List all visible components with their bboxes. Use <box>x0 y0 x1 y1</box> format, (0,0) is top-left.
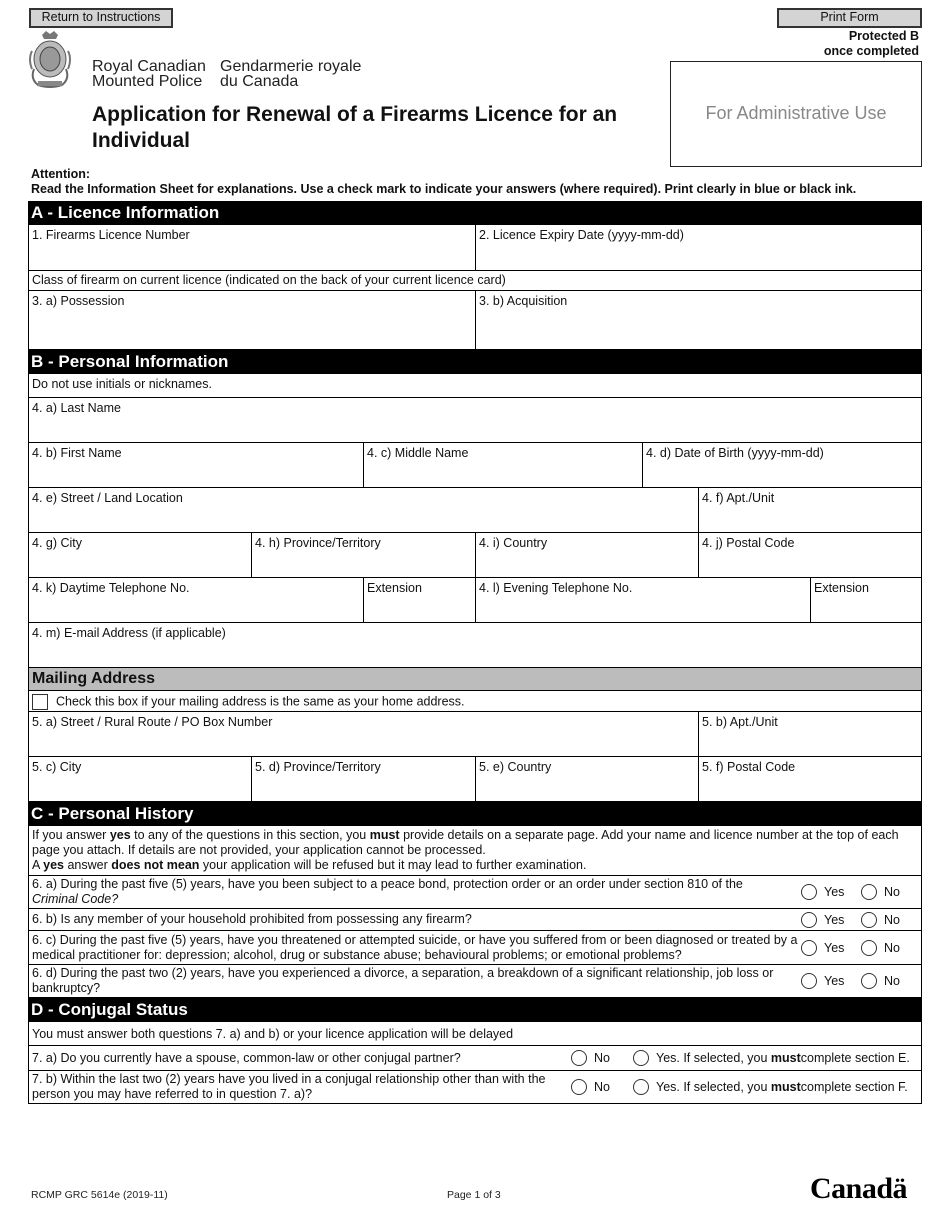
mailing-apt-label: 5. b) Apt./Unit <box>702 715 778 729</box>
q6c-yes-label: Yes <box>824 940 845 955</box>
question-7a <box>28 1046 922 1071</box>
agency-fr-line1: Gendarmerie royale <box>220 58 362 75</box>
q7b-yes-radio[interactable] <box>633 1079 649 1095</box>
city-field[interactable] <box>29 533 252 577</box>
middle-name-field[interactable] <box>364 443 643 487</box>
middle-name-label: 4. c) Middle Name <box>367 446 469 460</box>
acquisition-field[interactable] <box>476 291 922 349</box>
q7b-yes-pre: Yes. If selected, you <box>656 1080 768 1094</box>
mailing-postal-label: 5. f) Postal Code <box>702 760 796 774</box>
q7a-no-radio[interactable] <box>571 1050 587 1066</box>
q7a-yes-pre: Yes. If selected, you <box>656 1051 768 1065</box>
q7b-options <box>571 1079 921 1095</box>
q7a-yes-radio[interactable] <box>633 1050 649 1066</box>
q6d-no-radio[interactable] <box>861 973 877 989</box>
q6b-options <box>801 912 921 928</box>
email-field[interactable] <box>29 623 922 667</box>
q6a-yes-radio[interactable] <box>801 884 817 900</box>
same-address-checkbox[interactable] <box>32 694 48 710</box>
q6d-options <box>801 973 921 989</box>
print-form-button[interactable]: Print Form <box>777 8 922 28</box>
q7a-must: must <box>770 1051 801 1065</box>
email-row <box>28 623 922 668</box>
city-label: 4. g) City <box>32 536 83 550</box>
mailing-apt-field[interactable] <box>699 712 922 756</box>
q6a-options <box>801 884 921 900</box>
mailing-city-row <box>28 757 922 802</box>
q6b-yes-radio[interactable] <box>801 912 817 928</box>
q6d-no-label: No <box>884 974 900 988</box>
q7b-no-radio[interactable] <box>571 1079 587 1095</box>
question-6a <box>28 876 922 909</box>
country-label: 4. i) Country <box>479 536 548 550</box>
mailing-city-label: 5. c) City <box>32 760 82 774</box>
rcmp-crest-icon <box>28 29 72 89</box>
question-6c-text: 6. c) During the past five (5) years, have you threatened or attempted suicide, or have you suffered from or been diagnosed or treated by a medical practitioner for: depression; alcohol, drug or substance abuse; behavioural problems; or emotional problems? <box>32 932 798 962</box>
section-a-row1 <box>28 225 922 271</box>
question-7b-text: 7. b) Within the last two (2) years have you lived in a conjugal relationship other than with the person you may have referred to in question 7. a)? <box>32 1072 546 1101</box>
question-6a-text <box>29 875 801 909</box>
mailing-postal-field[interactable] <box>699 757 922 801</box>
mailing-province-field[interactable] <box>252 757 476 801</box>
q6c-options <box>801 940 921 956</box>
question-7b <box>28 1071 922 1104</box>
daytime-extension-field[interactable] <box>364 578 476 622</box>
question-6d <box>28 965 922 998</box>
intro-yes-2: yes <box>43 858 64 872</box>
protected-line2: once completed <box>823 44 919 58</box>
mailing-street-field[interactable] <box>29 712 699 756</box>
intro-must: must <box>369 828 400 842</box>
postal-code-label: 4. j) Postal Code <box>702 536 795 550</box>
q6b-yes-label: Yes <box>824 912 845 927</box>
agency-name-fr <box>220 59 361 89</box>
possession-label: 3. a) Possession <box>32 294 125 308</box>
date-of-birth-label: 4. d) Date of Birth (yyyy-mm-dd) <box>646 446 824 460</box>
same-address-row <box>28 690 922 712</box>
mailing-street-row <box>28 712 922 757</box>
q7a-no-label: No <box>594 1051 610 1065</box>
section-d-header: D - Conjugal Status <box>28 998 922 1022</box>
province-field[interactable] <box>252 533 476 577</box>
apt-unit-label: 4. f) Apt./Unit <box>702 491 775 505</box>
phone-row <box>28 578 922 623</box>
intro-does-not-mean: does not mean <box>111 858 200 872</box>
initials-note: Do not use initials or nicknames. <box>28 374 922 398</box>
q7b-must: must <box>770 1080 801 1094</box>
last-name-row <box>28 398 922 443</box>
protected-label <box>824 29 919 59</box>
name-row <box>28 443 922 488</box>
q6c-yes-radio[interactable] <box>801 940 817 956</box>
apt-unit-field[interactable] <box>699 488 922 532</box>
province-label: 4. h) Province/Territory <box>255 536 381 550</box>
mailing-city-field[interactable] <box>29 757 252 801</box>
q7a-options <box>571 1050 921 1066</box>
same-address-label: Check this box if your mailing address is the same as your home address. <box>56 694 465 709</box>
q6c-no-label: No <box>884 940 900 955</box>
admin-use-box: For Administrative Use <box>670 61 922 167</box>
q6d-no-option[interactable] <box>861 973 900 989</box>
question-6b <box>28 909 922 931</box>
mailing-address-header: Mailing Address <box>28 668 922 690</box>
last-name-field[interactable] <box>29 398 922 442</box>
q6c-no-radio[interactable] <box>861 940 877 956</box>
q6a-no-label: No <box>884 885 900 899</box>
evening-extension-field[interactable] <box>811 578 922 622</box>
street-label: 4. e) Street / Land Location <box>32 491 183 505</box>
q6d-yes-option[interactable] <box>801 973 861 989</box>
agency-fr-line2: du Canada <box>220 73 299 90</box>
licence-number-label: 1. Firearms Licence Number <box>32 228 190 242</box>
date-of-birth-field[interactable] <box>643 443 922 487</box>
daytime-phone-field[interactable] <box>29 578 364 622</box>
q6c-no-option[interactable] <box>861 940 900 956</box>
country-field[interactable] <box>476 533 699 577</box>
question-6c <box>28 931 922 965</box>
street-field[interactable] <box>29 488 699 532</box>
class-note: Class of firearm on current licence (indicated on the back of your current licence card) <box>28 271 922 291</box>
agency-en-line1: Royal Canadian <box>92 58 206 75</box>
agency-name-en <box>92 59 206 89</box>
daytime-extension-label: Extension <box>367 581 422 595</box>
q6b-no-radio[interactable] <box>861 912 877 928</box>
section-c-intro <box>28 826 922 876</box>
intro-text-4a: A <box>32 858 44 872</box>
q6a-italic: Criminal Code? <box>32 892 119 906</box>
q7b-yes-option[interactable] <box>633 1079 908 1095</box>
attention-label: Attention: <box>31 167 91 181</box>
question-6b-text: 6. b) Is any member of your household prohibited from possessing any firearm? <box>32 912 472 926</box>
page-number: Page 1 of 3 <box>447 1189 501 1201</box>
mailing-street-label: 5. a) Street / Rural Route / PO Box Number <box>32 715 273 729</box>
q6d-yes-label: Yes <box>824 974 845 988</box>
section-d-note: You must answer both questions 7. a) and b) or your licence application will be delayed <box>28 1022 922 1046</box>
q6a-yes-option[interactable] <box>801 884 861 900</box>
licence-number-field[interactable] <box>29 225 476 270</box>
q7b-no-option[interactable] <box>571 1079 633 1095</box>
evening-extension-label: Extension <box>814 581 869 595</box>
q6a-label: 6. a) During the past five (5) years, have you been subject to a peace bond, protection order or an order under section 810 of the <box>32 877 743 891</box>
postal-code-field[interactable] <box>699 533 922 577</box>
mailing-country-field[interactable] <box>476 757 699 801</box>
street-row <box>28 488 922 533</box>
q6a-no-radio[interactable] <box>861 884 877 900</box>
email-label: 4. m) E-mail Address (if applicable) <box>32 626 226 640</box>
q7a-no-option[interactable] <box>571 1050 633 1066</box>
section-a-row3 <box>28 291 922 350</box>
intro-yes: yes <box>109 828 131 842</box>
licence-expiry-field[interactable] <box>476 225 922 270</box>
section-a-header: A - Licence Information <box>28 201 922 225</box>
possession-field[interactable] <box>29 291 476 349</box>
q6c-yes-option[interactable] <box>801 940 861 956</box>
protected-line1: Protected B <box>848 29 919 43</box>
q7a-yes-option[interactable] <box>633 1050 910 1066</box>
canada-wordmark: Canadä <box>810 1172 908 1205</box>
q6a-yes-label: Yes <box>824 885 845 899</box>
intro-text-1: If you answer <box>32 828 110 842</box>
q7b-yes-post: complete section F. <box>800 1080 908 1094</box>
first-name-field[interactable] <box>29 443 364 487</box>
section-b-header: B - Personal Information <box>28 350 922 374</box>
intro-text-2: to any of the questions in this section, you <box>130 828 370 842</box>
q6b-no-option[interactable] <box>861 912 900 928</box>
q6a-no-option[interactable] <box>861 884 900 900</box>
evening-phone-label: 4. l) Evening Telephone No. <box>479 581 633 595</box>
mailing-province-label: 5. d) Province/Territory <box>255 760 381 774</box>
q7a-yes-post: complete section E. <box>800 1051 910 1065</box>
intro-text-4b: answer <box>63 858 112 872</box>
licence-expiry-label: 2. Licence Expiry Date (yyyy-mm-dd) <box>479 228 684 242</box>
application-form <box>28 201 922 1104</box>
question-6d-text: 6. d) During the past two (2) years, have you experienced a divorce, a separation, a breakdown of a significant relationship, job loss or bankruptcy? <box>32 966 774 995</box>
last-name-label: 4. a) Last Name <box>32 401 121 415</box>
evening-phone-field[interactable] <box>476 578 811 622</box>
q6d-yes-radio[interactable] <box>801 973 817 989</box>
acquisition-label: 3. b) Acquisition <box>479 294 568 308</box>
q6b-yes-option[interactable] <box>801 912 861 928</box>
q7b-no-label: No <box>594 1080 610 1094</box>
agency-en-line2: Mounted Police <box>92 73 203 90</box>
attention-block <box>31 167 856 197</box>
section-c-header: C - Personal History <box>28 802 922 826</box>
question-7a-text: 7. a) Do you currently have a spouse, common-law or other conjugal partner? <box>32 1050 461 1065</box>
q6b-no-label: No <box>884 912 900 927</box>
intro-text-4c: your application will be refused but it may lead to further examination. <box>199 858 587 872</box>
page-title: Application for Renewal of a Firearms Licence for an Individual <box>92 103 618 152</box>
daytime-phone-label: 4. k) Daytime Telephone No. <box>32 581 190 595</box>
intro-text-3: provide details on a separate page. Add your name and licence number at the top of each page you attach. If details are not provided, your application cannot be processed. <box>32 828 899 857</box>
form-id: RCMP GRC 5614e (2019-11) <box>31 1189 168 1201</box>
attention-text: Read the Information Sheet for explanations. Use a check mark to indicate your answers (where required). Print clearly in blue or black ink. <box>31 182 857 196</box>
mailing-country-label: 5. e) Country <box>479 760 552 774</box>
first-name-label: 4. b) First Name <box>32 446 122 460</box>
city-row <box>28 533 922 578</box>
return-to-instructions-button[interactable]: Return to Instructions <box>29 8 173 28</box>
